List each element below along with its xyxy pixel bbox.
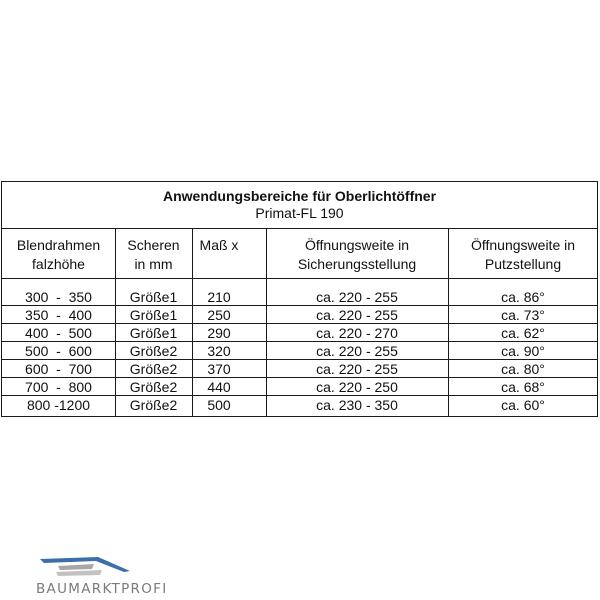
cell-falzhoehe: 400 - 500 — [25, 325, 92, 341]
header-putzstellung: Öffnungsweite in Putzstellung — [470, 237, 576, 272]
cell-sicherung: ca. 220 - 255 — [316, 343, 398, 359]
cell-falzhoehe: 500 - 600 — [25, 343, 92, 359]
cell-schere: Größe2 — [129, 343, 178, 359]
cell-sicherung: ca. 220 - 270 — [316, 325, 398, 341]
table-subtitle: Primat-FL 190 — [255, 205, 344, 221]
cell-putz: ca. 62° — [501, 325, 545, 341]
cell-sicherung: ca. 230 - 350 — [316, 397, 398, 413]
cell-sicherung: ca. 220 - 255 — [316, 307, 398, 323]
cell-mass: 250 — [207, 307, 231, 323]
cell-falzhoehe: 700 - 800 — [25, 379, 92, 395]
cell-sicherung: ca. 220 - 250 — [316, 379, 398, 395]
cell-falzhoehe: 800 -1200 — [26, 397, 91, 413]
title-divider — [2, 228, 597, 229]
cell-mass: 210 — [207, 289, 231, 305]
cell-mass: 440 — [207, 379, 231, 395]
header-blendrahmen: Blendrahmen falzhöhe — [16, 237, 101, 272]
cell-mass: 320 — [207, 343, 231, 359]
watermark-text: BAUMARKTPROFI — [36, 581, 168, 597]
cell-sicherung: ca. 220 - 255 — [316, 289, 398, 305]
cell-schere: Größe1 — [129, 325, 178, 341]
cell-putz: ca. 73° — [501, 307, 545, 323]
cell-falzhoehe: 600 - 700 — [25, 361, 92, 377]
header-scheren: Scheren in mm — [127, 237, 180, 272]
header-mass-x: Maß x — [199, 237, 239, 253]
cell-falzhoehe: 350 - 400 — [25, 307, 92, 323]
cell-schere: Größe1 — [129, 289, 178, 305]
cell-falzhoehe: 300 - 350 — [25, 289, 92, 305]
header-sicherungsstellung: Öffnungsweite in Sicherungsstellung — [297, 237, 417, 272]
application-range-table — [1, 181, 598, 417]
cell-schere: Größe2 — [129, 397, 178, 413]
cell-schere: Größe2 — [129, 379, 178, 395]
cell-mass: 500 — [207, 397, 231, 413]
cell-putz: ca. 90° — [501, 343, 545, 359]
roof-logo-icon — [36, 553, 166, 581]
cell-schere: Größe2 — [129, 361, 178, 377]
cell-putz: ca. 60° — [501, 397, 545, 413]
baumarktprofi-logo — [36, 553, 166, 598]
table-title: Anwendungsbereiche für Oberlichtöffner — [162, 188, 437, 204]
cell-mass: 370 — [207, 361, 231, 377]
cell-putz: ca. 80° — [501, 361, 545, 377]
header-divider — [2, 278, 597, 279]
cell-schere: Größe1 — [129, 307, 178, 323]
cell-sicherung: ca. 220 - 255 — [316, 361, 398, 377]
cell-mass: 290 — [207, 325, 231, 341]
cell-putz: ca. 68° — [501, 379, 545, 395]
cell-putz: ca. 86° — [501, 289, 545, 305]
